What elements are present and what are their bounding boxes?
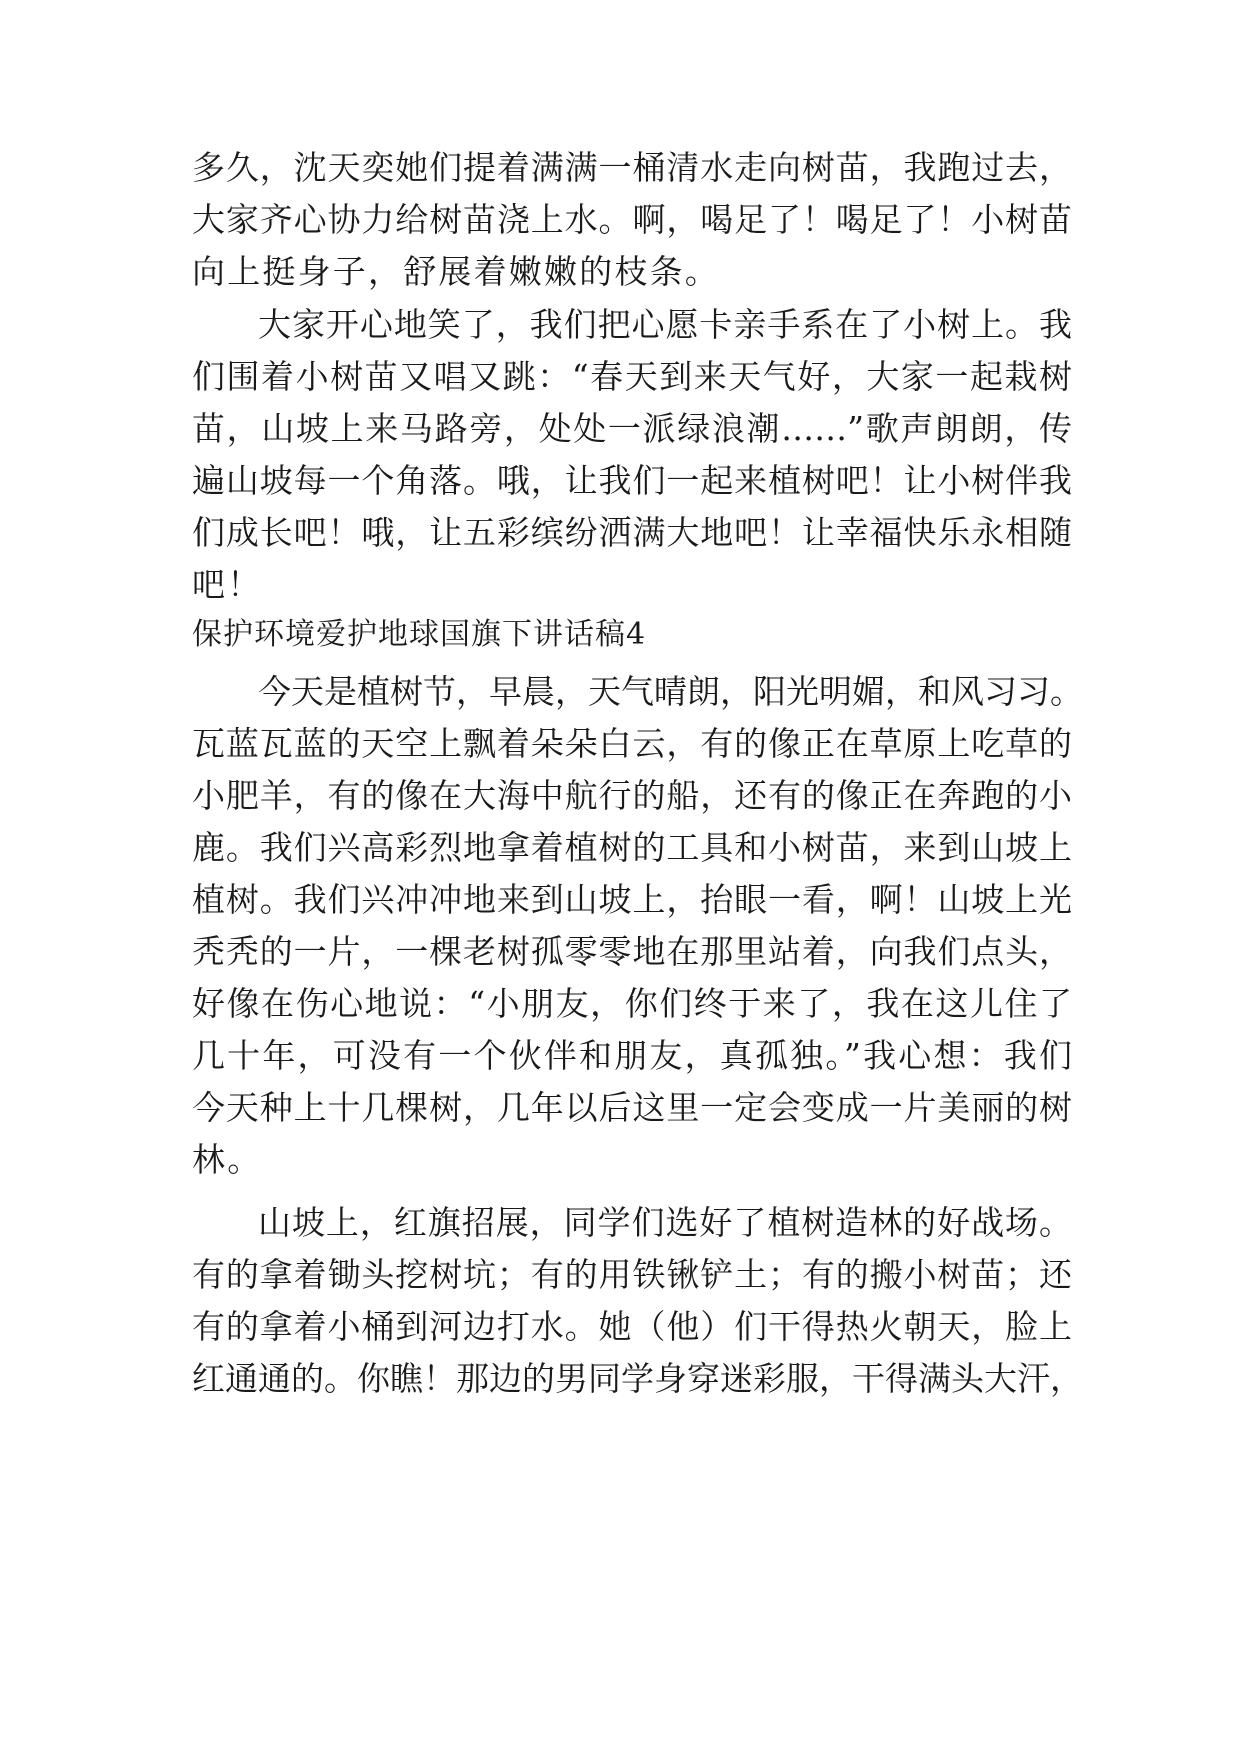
paragraph-line: 几十年，可没有一个伙伴和朋友，真孤独。”我心想：我们 bbox=[192, 1036, 1072, 1075]
paragraph-line: 林。 bbox=[192, 1140, 263, 1179]
paragraph-line: 瓦蓝瓦蓝的天空上飘着朵朵白云，有的像正在草原上吃草的 bbox=[192, 724, 1072, 763]
paragraph-line: 有的拿着小桶到河边打水。她（他）们干得热火朝天，脸上 bbox=[192, 1307, 1072, 1346]
paragraph-line: 遍山坡每一个角落。哦，让我们一起来植树吧！让小树伴我 bbox=[192, 461, 1072, 500]
paragraph-line: 吧！ bbox=[192, 565, 263, 604]
paragraph-line: 今天是植树节，早晨，天气晴朗，阳光明媚，和风习习。 bbox=[258, 672, 1083, 711]
paragraph-line: 苗，山坡上来马路旁，处处一派绿浪潮……”歌声朗朗，传 bbox=[192, 409, 1072, 448]
paragraph-line: 大家开心地笑了，我们把心愿卡亲手系在了小树上。我 bbox=[258, 305, 1072, 344]
paragraph-line: 红通通的。你瞧！那边的男同学身穿迷彩服，干得满头大汗， bbox=[192, 1359, 1083, 1398]
paragraph-line: 多久，沈天奕她们提着满满一桶清水走向树苗，我跑过去， bbox=[192, 148, 1072, 187]
paragraph-line: 们成长吧！哦，让五彩缤纷洒满大地吧！让幸福快乐永相随 bbox=[192, 513, 1072, 552]
paragraph-line: 大家齐心协力给树苗浇上水。啊，喝足了！喝足了！小树苗 bbox=[192, 200, 1072, 239]
paragraph-line: 有的拿着锄头挖树坑；有的用铁锹铲土；有的搬小树苗；还 bbox=[192, 1255, 1072, 1294]
section-heading: 保护环境爱护地球国旗下讲话稿4 bbox=[192, 617, 647, 652]
paragraph-line: 鹿。我们兴高彩烈地拿着植树的工具和小树苗，来到山坡上 bbox=[192, 828, 1072, 867]
paragraph-line: 秃秃的一片，一棵老树孤零零地在那里站着，向我们点头， bbox=[192, 932, 1072, 971]
paragraph-line: 们围着小树苗又唱又跳：“春天到来天气好，大家一起栽树 bbox=[192, 357, 1072, 396]
paragraph-line: 向上挺身子，舒展着嫩嫩的枝条。 bbox=[192, 252, 720, 291]
paragraph-line: 小肥羊，有的像在大海中航行的船，还有的像正在奔跑的小 bbox=[192, 776, 1072, 815]
paragraph-line: 山坡上，红旗招展，同学们选好了植树造林的好战场。 bbox=[258, 1203, 1072, 1242]
paragraph-line: 好像在伤心地说：“小朋友，你们终于来了，我在这儿住了 bbox=[192, 984, 1072, 1023]
paragraph-line: 植树。我们兴冲冲地来到山坡上，抬眼一看，啊！山坡上光 bbox=[192, 880, 1072, 919]
paragraph-line: 今天种上十几棵树，几年以后这里一定会变成一片美丽的树 bbox=[192, 1088, 1072, 1127]
